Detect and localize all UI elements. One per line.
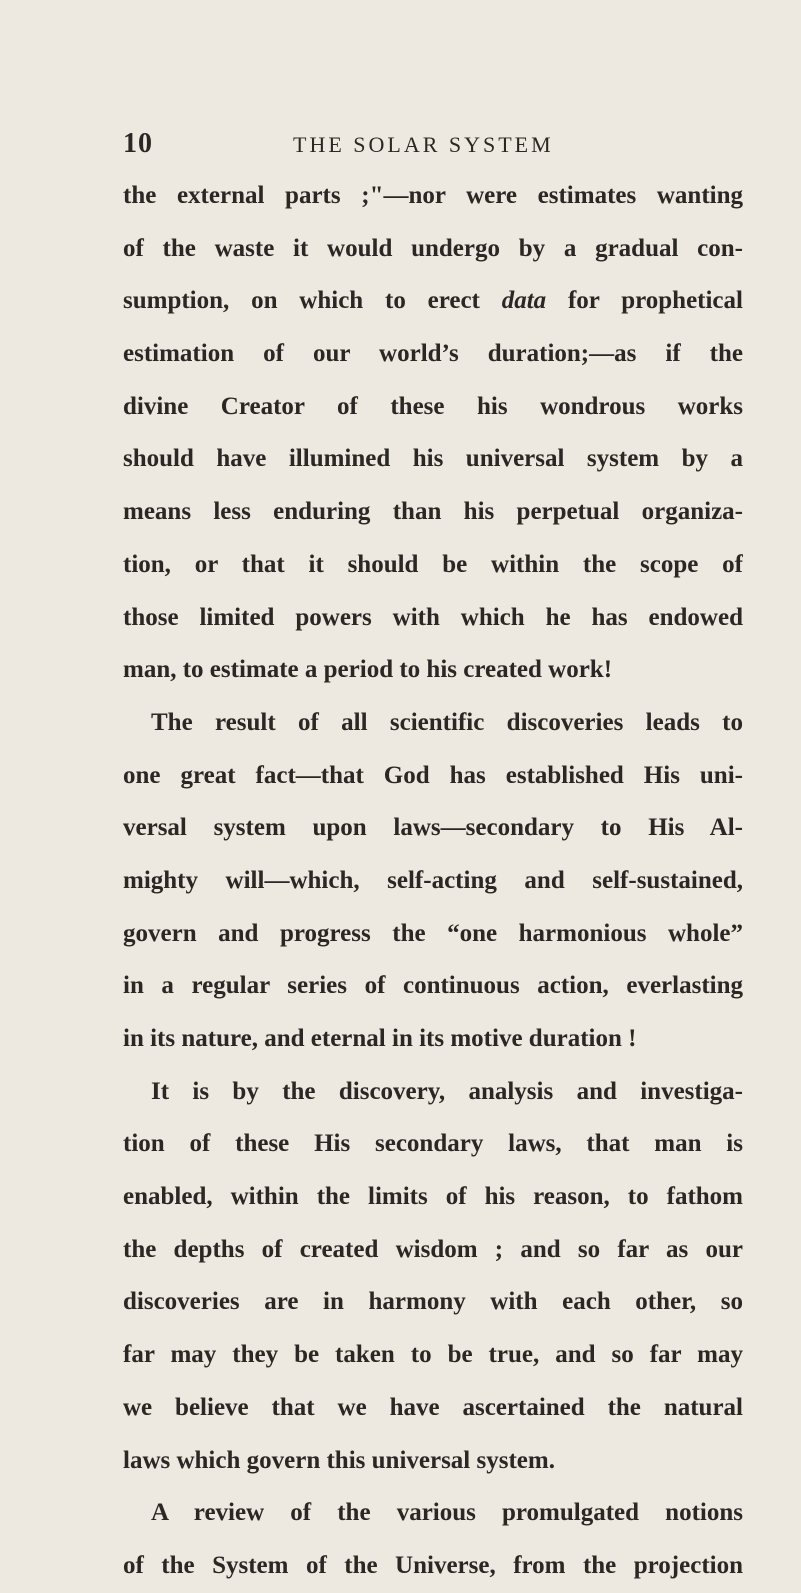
italic-word: data bbox=[501, 287, 547, 315]
running-title: THE SOLAR SYSTEM bbox=[293, 132, 554, 157]
text-line: the external parts ;"—nor were estimates wanting bbox=[123, 182, 743, 209]
text-line: The result of all scientific discoveries leads to bbox=[151, 708, 743, 736]
text-line: those limited powers with which he has endowed bbox=[123, 603, 743, 631]
text-line: man, to estimate a period to his created work! bbox=[123, 656, 613, 684]
page-header bbox=[123, 128, 743, 168]
text-line: far may they be taken to be true, and so far may bbox=[123, 1341, 743, 1369]
text-line: mighty will—which, self-acting and self-sustained, bbox=[123, 866, 743, 894]
body-text bbox=[123, 170, 743, 1593]
text-line: tion, or that it should be within the scope of bbox=[123, 550, 743, 578]
text-line: enabled, within the limits of his reason, to fathom bbox=[123, 1183, 743, 1211]
text-line: in a regular series of continuous action, everlasting bbox=[123, 972, 743, 1000]
text-line bbox=[123, 275, 743, 328]
page-number: 10 bbox=[123, 128, 153, 159]
text-line: means less enduring than his perpetual organiza- bbox=[123, 498, 743, 526]
text-line: estimation of our world’s duration;—as if the bbox=[123, 340, 743, 368]
text-line: the depths of created wisdom ; and so far as our bbox=[123, 1235, 743, 1263]
text-line: in its nature, and eternal in its motive duration ! bbox=[123, 1025, 637, 1052]
text-line: versal system upon laws—secondary to His Al- bbox=[123, 814, 743, 842]
text-line: divine Creator of these his wondrous works bbox=[123, 392, 743, 420]
text-line: of the System of the Universe, from the projection bbox=[123, 1551, 743, 1579]
text-line: It is by the discovery, analysis and investiga- bbox=[151, 1077, 743, 1105]
text-line: A review of the various promulgated notions bbox=[151, 1499, 743, 1527]
text-line: one great fact—that God has established His uni- bbox=[123, 761, 743, 789]
text-line: should have illumined his universal system by a bbox=[123, 445, 743, 473]
text-segment: for prophetical bbox=[546, 287, 743, 315]
text-segment: sumption, on which to erect bbox=[123, 287, 502, 315]
text-line: of the waste it would undergo by a gradual con- bbox=[123, 234, 743, 262]
text-line: govern and progress the “one harmonious whole” bbox=[123, 919, 743, 947]
text-line: we believe that we have ascertained the natural bbox=[123, 1393, 743, 1421]
text-line: discoveries are in harmony with each other, so bbox=[123, 1288, 743, 1316]
text-line: tion of these His secondary laws, that man is bbox=[123, 1130, 743, 1158]
text-line: laws which govern this universal system. bbox=[123, 1446, 555, 1474]
